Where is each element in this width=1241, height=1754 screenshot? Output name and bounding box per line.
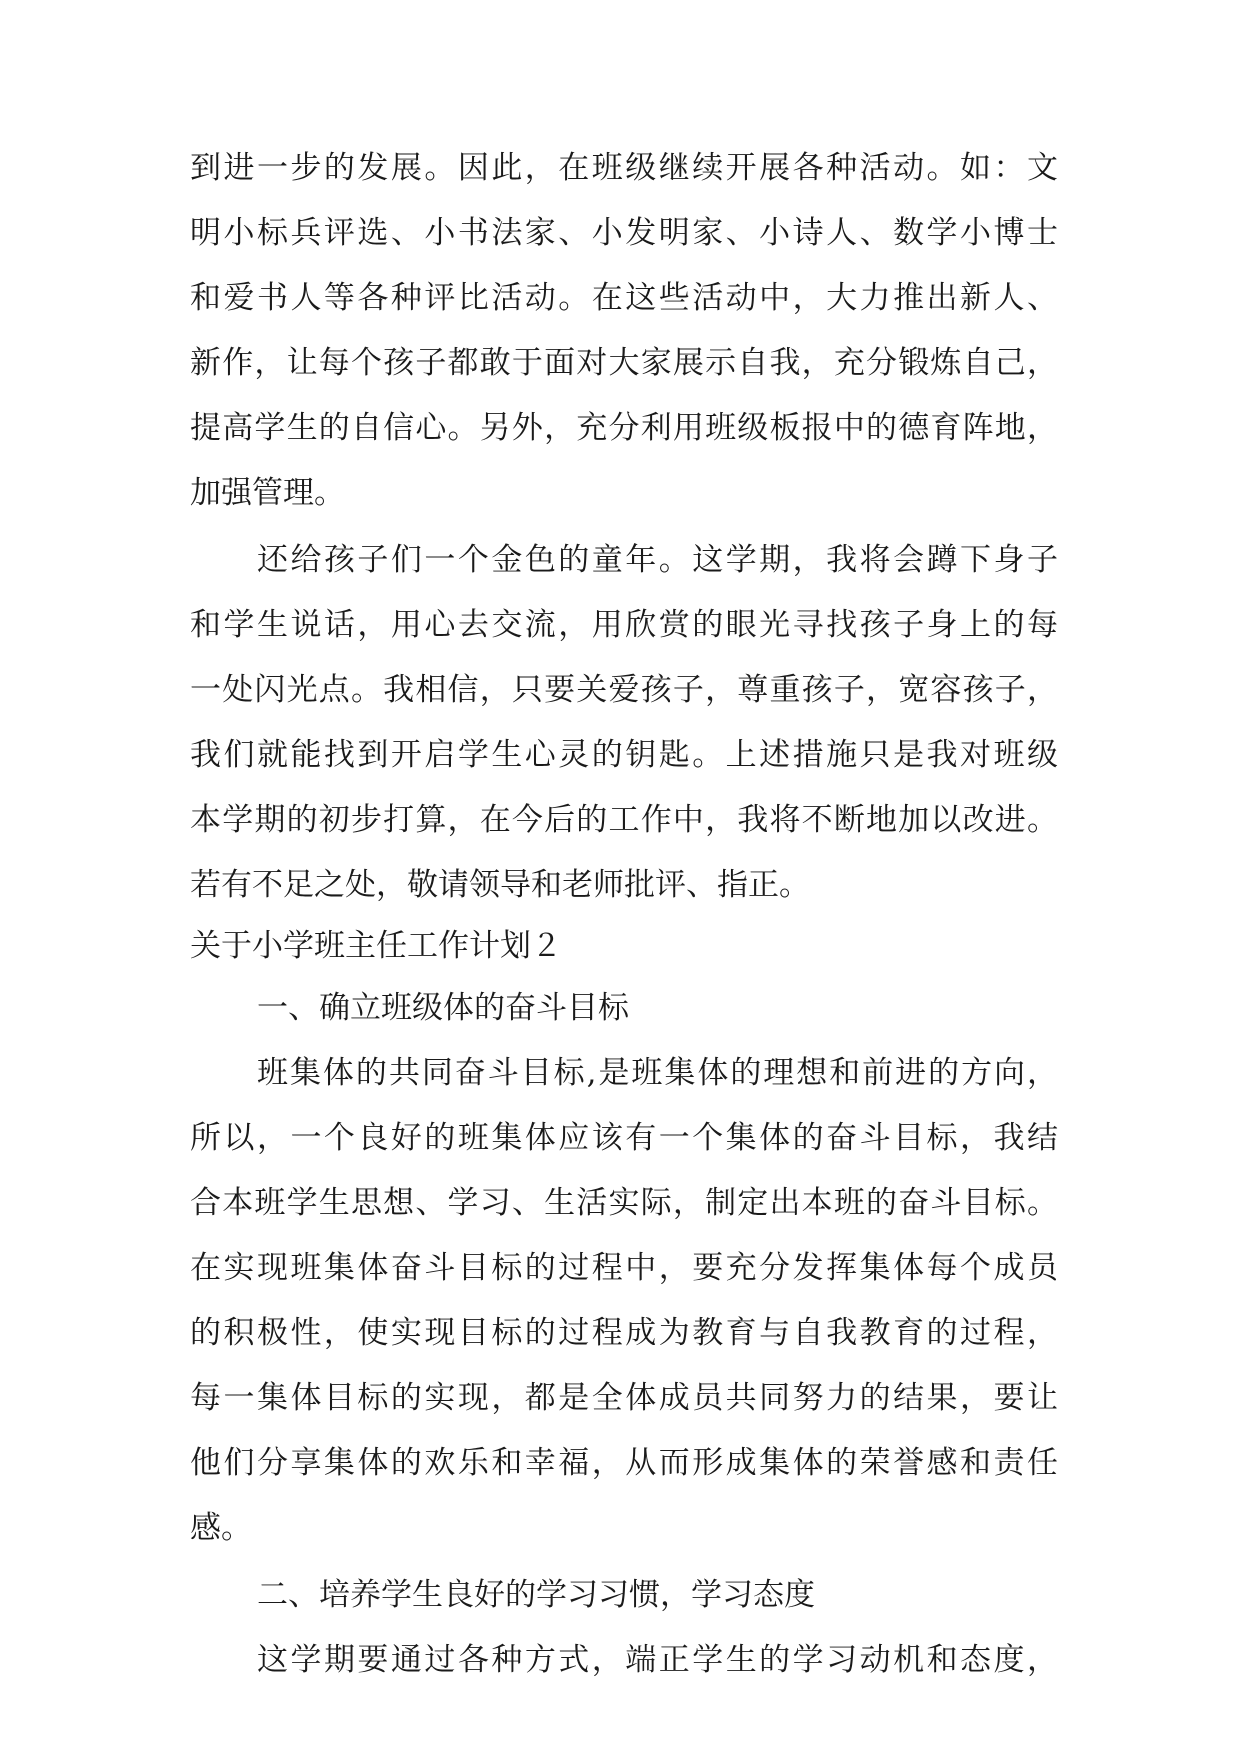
body-text-line: 新作，让每个孩子都敢于面对大家展示自我，充分锻炼自己， bbox=[190, 345, 1058, 381]
body-text-line: 这学期要通过各种方式，端正学生的学习动机和态度， bbox=[257, 1642, 1058, 1678]
body-text-line: 加强管理。 bbox=[190, 475, 345, 511]
body-text-line: 在实现班集体奋斗目标的过程中，要充分发挥集体每个成员 bbox=[190, 1250, 1058, 1286]
body-text-line: 和爱书人等各种评比活动。在这些活动中，大力推出新人、 bbox=[190, 280, 1058, 316]
body-text-line: 还给孩子们一个金色的童年。这学期，我将会蹲下身子 bbox=[257, 542, 1058, 578]
body-text-line: 的积极性，使实现目标的过程成为教育与自我教育的过程， bbox=[190, 1315, 1058, 1351]
body-text-line: 班集体的共同奋斗目标,是班集体的理想和前进的方向， bbox=[257, 1055, 1058, 1091]
body-text-line: 到进一步的发展。因此，在班级继续开展各种活动。如：文 bbox=[190, 150, 1058, 186]
body-text-line: 明小标兵评选、小书法家、小发明家、小诗人、数学小博士 bbox=[190, 215, 1058, 251]
body-text-line: 本学期的初步打算，在今后的工作中，我将不断地加以改进。 bbox=[190, 802, 1058, 838]
section-title: 关于小学班主任工作计划２ bbox=[190, 928, 562, 964]
body-text-line: 若有不足之处，敬请领导和老师批评、指正。 bbox=[190, 867, 810, 903]
section-heading: 一、确立班级体的奋斗目标 bbox=[257, 990, 629, 1026]
body-text-line: 我们就能找到开启学生心灵的钥匙。上述措施只是我对班级 bbox=[190, 737, 1058, 773]
body-text-line: 提高学生的自信心。另外，充分利用班级板报中的德育阵地， bbox=[190, 410, 1058, 446]
section-heading: 二、培养学生良好的学习习惯，学习态度 bbox=[257, 1577, 815, 1613]
body-text-line: 和学生说话，用心去交流，用欣赏的眼光寻找孩子身上的每 bbox=[190, 607, 1058, 643]
body-text-line: 他们分享集体的欢乐和幸福，从而形成集体的荣誉感和责任 bbox=[190, 1445, 1058, 1481]
body-text-line: 感。 bbox=[190, 1510, 252, 1546]
body-text-line: 合本班学生思想、学习、生活实际，制定出本班的奋斗目标。 bbox=[190, 1185, 1058, 1221]
body-text-line: 每一集体目标的实现，都是全体成员共同努力的结果，要让 bbox=[190, 1380, 1058, 1416]
body-text-line: 一处闪光点。我相信，只要关爱孩子，尊重孩子，宽容孩子， bbox=[190, 672, 1058, 708]
body-text-line: 所以，一个良好的班集体应该有一个集体的奋斗目标，我结 bbox=[190, 1120, 1058, 1156]
